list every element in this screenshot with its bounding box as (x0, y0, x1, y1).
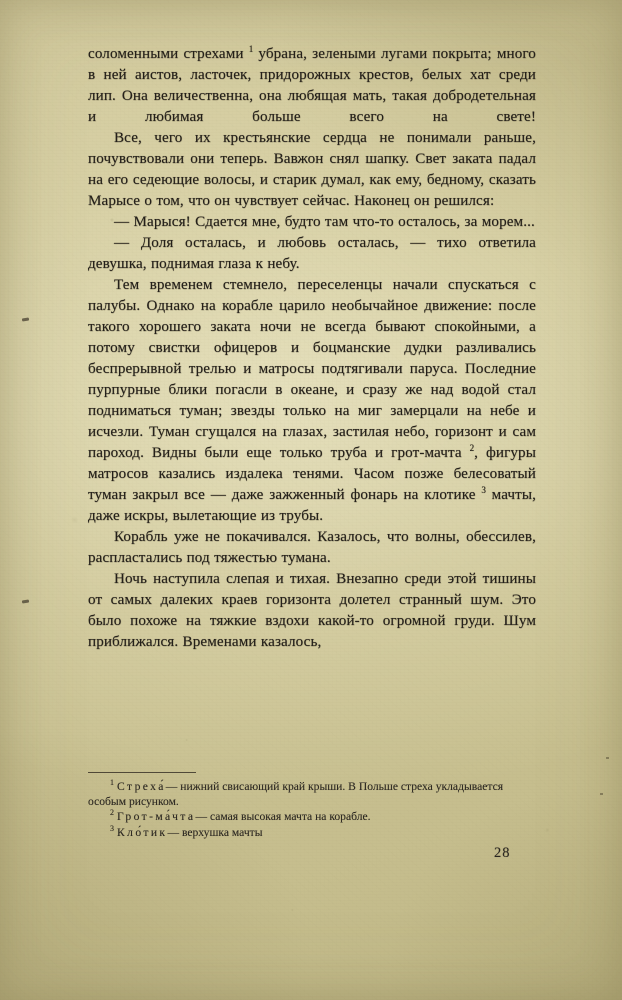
footnote-separator-rule (88, 772, 196, 773)
paragraph-text: Ночь наступила слепая и тихая. Внезапно среди этой тишины от самых далеких краев горизонта долетел странный шум. Это было похоже на тяжкие вздохи какой-то огромной груди. Шум приближался. Временами казалось, (88, 571, 536, 650)
page-number: 28 (494, 845, 511, 861)
footnote-reference-1[interactable]: 1 (248, 43, 254, 54)
footnote-marker: 3 (110, 823, 114, 833)
footnotes-block (88, 780, 536, 841)
footnote-term: Кло́тик (117, 825, 168, 839)
paragraph-text: убрана, зелеными лугами покрыта; много в ней аистов, ласточек, придорожных крестов, белых хат среди лип. Она величественна, она любящая мать, такая добродетельная и любимая больше всего на свете! (88, 46, 536, 125)
footnote-term: Стреха́ (117, 780, 166, 793)
dialog-line (88, 233, 536, 275)
paragraph-text: , фигуры матросов казались издалека тенями. Часом позже белесоватый туман закрыл все — даже зажженный фонарь на клотике (88, 445, 536, 503)
page-edge-speck (606, 757, 609, 759)
footnote-reference-2[interactable]: 2 (469, 442, 475, 453)
footnote-term: Грот-ма́чта (117, 810, 196, 824)
footnote-definition: — нижний свисающий край крыши. В Польше стреха укладывается особым рисунком. (88, 780, 504, 808)
paragraph-text: Корабль уже не покачивался. Казалось, что волны, обессилев, распластались под тяжестью тумана. (88, 529, 536, 566)
footnote-item (88, 823, 536, 841)
dialog-line (88, 212, 536, 233)
paragraph (88, 569, 536, 653)
paragraph (88, 527, 536, 569)
paragraph-text: — Доля осталась, и любовь осталась, — тихо ответила девушка, поднимая глаза к небу. (88, 235, 536, 272)
footnote-item (88, 780, 536, 809)
paragraph-text: соломенными стрехами (88, 46, 249, 62)
page-edge-speck (600, 793, 603, 795)
body-text-block (88, 44, 536, 653)
margin-pencil-mark (22, 318, 29, 322)
footnote-item (88, 810, 536, 825)
paragraph-text: Все, чего их крестьянские сердца не понимали раньше, почувствовали они теперь. Вавжон снял шапку. Свет заката падал на его седеющие волосы, и старик думал, как ему, бедному, сказать Марысе о том, что он чувствует сейчас. Наконец он решился: (88, 130, 536, 209)
paragraph (88, 128, 536, 212)
paragraph-text: Тем временем стемнело, переселенцы начали спускаться с палубы. Однако на корабле царило необычайное движение: после такого хорошего заката ночи не всегда бывают спокойными, а потому свистки офицеров и боцманские дудки разливались беспрерывной трелью и матросы подтягивали паруса. Последние пурпурные блики погасли в океане, и сразу же над водой стал подниматься туман; звезды только на миг замерцали на небе и исчезли. Туман сгущался на глазах, застилая небо, горизонт и сам пароход. Видны были еще только труба и грот-мачта (88, 277, 536, 461)
footnote-definition: — верхушка мачты (167, 825, 263, 839)
footnote-reference-3[interactable]: 3 (481, 484, 486, 495)
paragraph-text: мачты, даже искры, вылетающие из трубы. (88, 487, 536, 524)
paragraph-continuation (88, 44, 536, 128)
footnote-definition: — самая высокая мачта на корабле. (195, 810, 371, 824)
paragraph-text: — Марыся! Сдается мне, будто там что-то осталось, за морем... (114, 214, 535, 230)
footnote-marker: 2 (110, 808, 114, 818)
margin-pencil-mark (22, 600, 29, 604)
paragraph (88, 275, 536, 527)
footnote-marker: 1 (110, 778, 114, 788)
